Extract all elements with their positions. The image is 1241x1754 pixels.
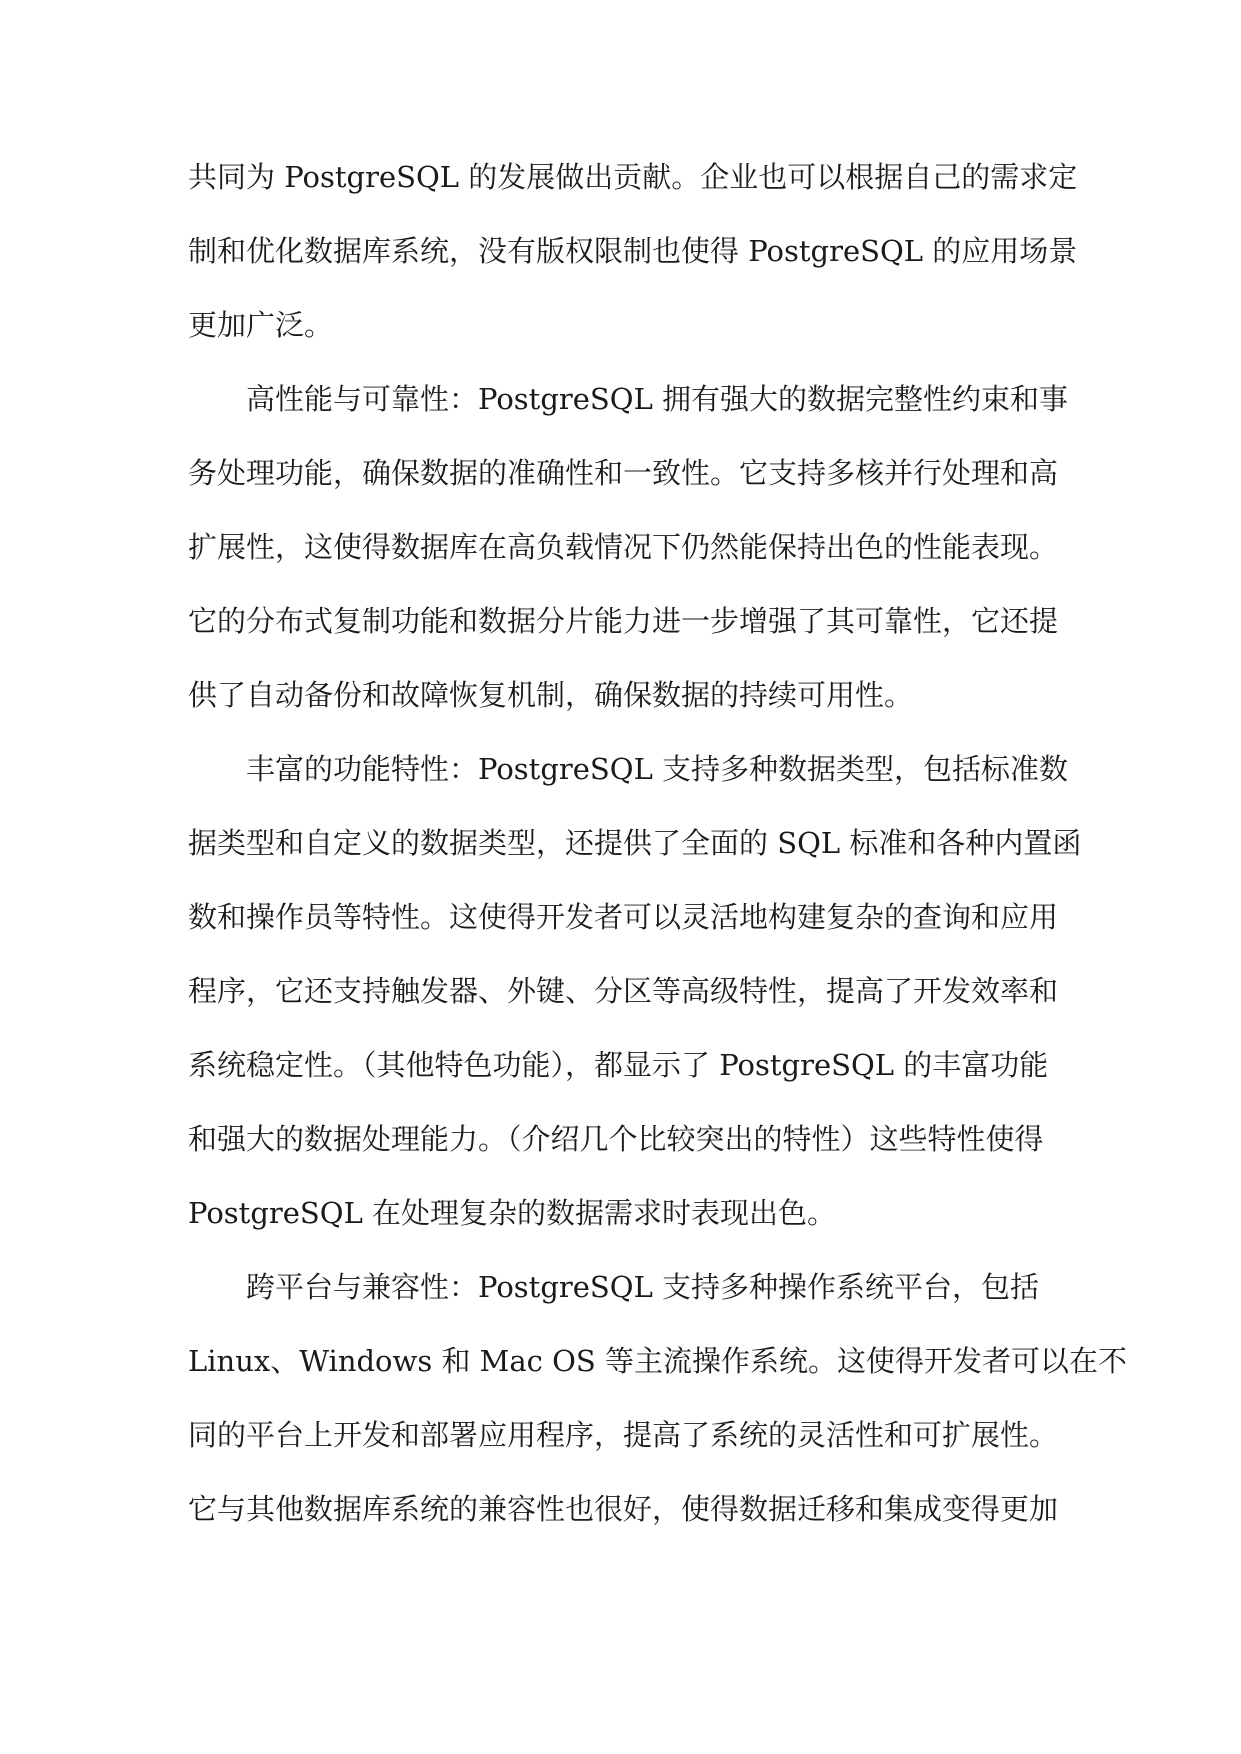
text-line: PostgreSQL 在处理复杂的数据需求时表现出色。 bbox=[188, 1196, 837, 1230]
text-line: 数和操作员等特性。这使得开发者可以灵活地构建复杂的查询和应用 bbox=[188, 900, 1059, 934]
text-line: Linux、Windows 和 Mac OS 等主流操作系统。这使得开发者可以在不 bbox=[188, 1344, 1127, 1378]
text-line: 制和优化数据库系统，没有版权限制也使得 PostgreSQL 的应用场景 bbox=[188, 234, 1078, 268]
paragraph-cross-platform bbox=[188, 1250, 1127, 1546]
text-line: 扩展性，这使得数据库在高负载情况下仍然能保持出色的性能表现。 bbox=[188, 530, 1059, 564]
text-line: 跨平台与兼容性：PostgreSQL 支持多种操作系统平台，包括 bbox=[246, 1270, 1040, 1304]
text-line: 同的平台上开发和部署应用程序，提高了系统的灵活性和可扩展性。 bbox=[188, 1418, 1059, 1452]
text-line: 系统稳定性。（其他特色功能），都显示了 PostgreSQL 的丰富功能 bbox=[188, 1048, 1049, 1082]
text-line: 共同为 PostgreSQL 的发展做出贡献。企业也可以根据自己的需求定 bbox=[188, 160, 1078, 194]
paragraph-performance-reliability bbox=[188, 362, 1068, 732]
text-line: 高性能与可靠性：PostgreSQL 拥有强大的数据完整性约束和事 bbox=[246, 382, 1069, 416]
text-line: 更加广泛。 bbox=[188, 308, 334, 342]
paragraph-open-source-continuation bbox=[188, 140, 1078, 362]
text-line: 供了自动备份和故障恢复机制，确保数据的持续可用性。 bbox=[188, 678, 914, 712]
text-line: 务处理功能，确保数据的准确性和一致性。它支持多核并行处理和高 bbox=[188, 456, 1059, 490]
text-line: 程序，它还支持触发器、外键、分区等高级特性，提高了开发效率和 bbox=[188, 974, 1059, 1008]
text-line: 它与其他数据库系统的兼容性也很好，使得数据迁移和集成变得更加 bbox=[188, 1492, 1059, 1526]
text-line: 它的分布式复制功能和数据分片能力进一步增强了其可靠性，它还提 bbox=[188, 604, 1059, 638]
document-body bbox=[188, 140, 1127, 1546]
text-line: 丰富的功能特性：PostgreSQL 支持多种数据类型，包括标准数 bbox=[246, 752, 1069, 786]
text-line: 和强大的数据处理能力。（介绍几个比较突出的特性）这些特性使得 bbox=[188, 1122, 1044, 1156]
text-line: 据类型和自定义的数据类型，还提供了全面的 SQL 标准和各种内置函 bbox=[188, 826, 1082, 860]
paragraph-rich-features bbox=[188, 732, 1082, 1250]
